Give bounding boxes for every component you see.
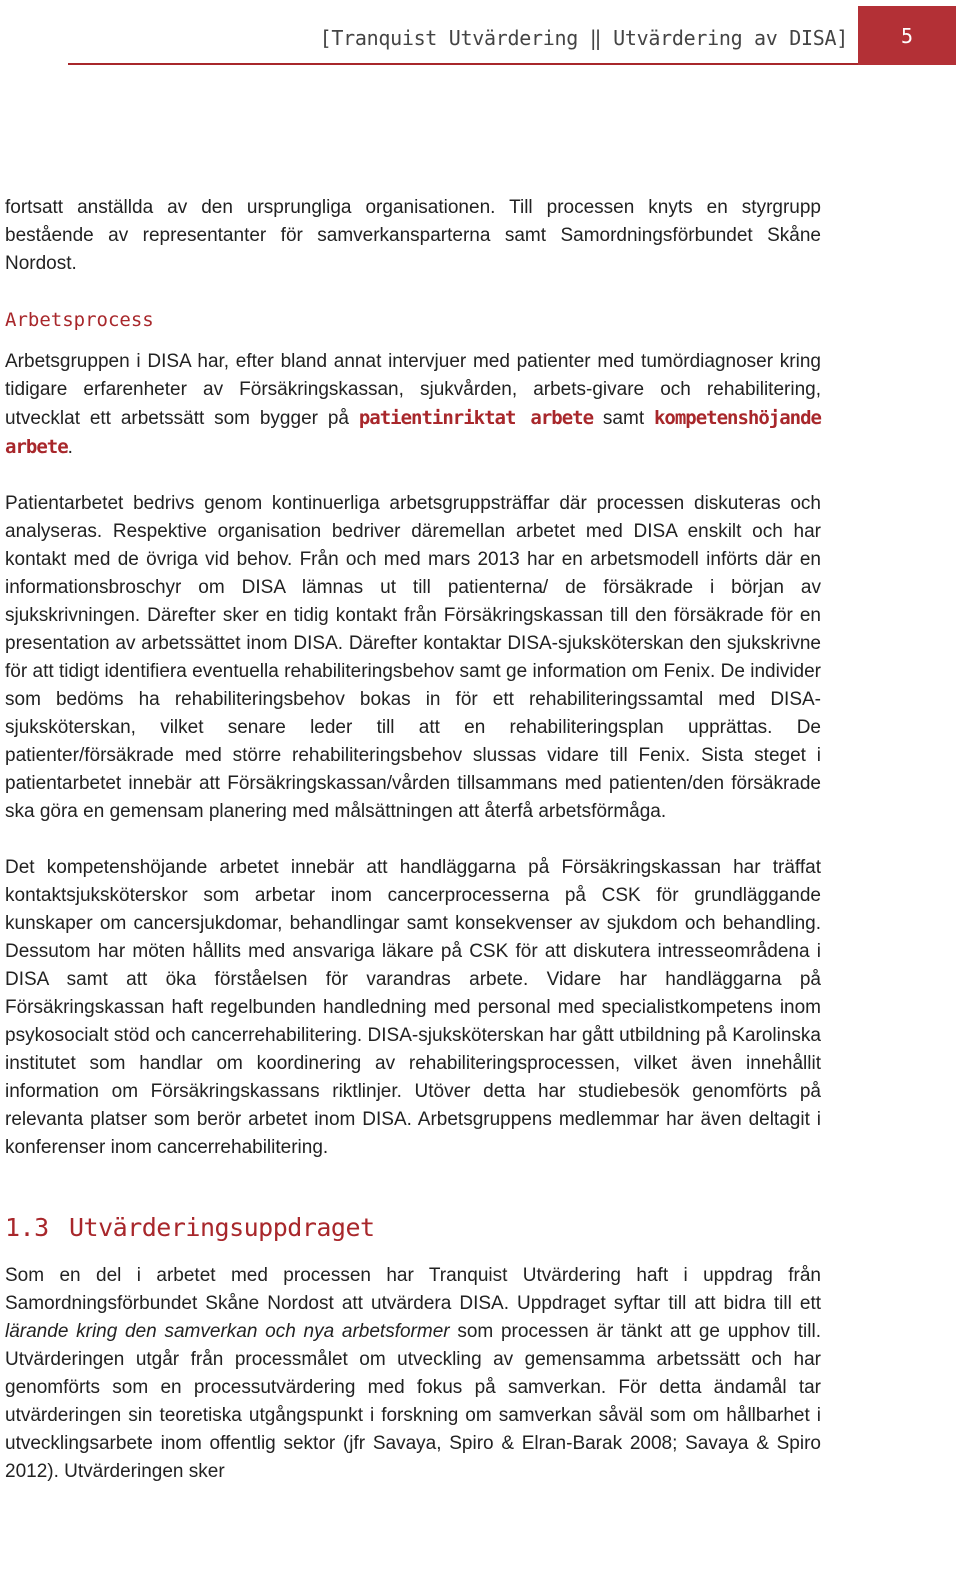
arbetsprocess-paragraph-3: Det kompetenshöjande arbetet innebär att handläggarna på Försäkringskassan har träffat kontaktsjuksköterskor som arbetar inom cancerprocesserna på CSK för grundläggande kunskaper om cancersjukdomar, behandlingar samt konsekvenser av sjukdom och behandling. Dessutom har möten hållits med ansvariga läkare på CSK för att diskutera intresseområdena i DISA samt att öka förståelsen för varandras arbete. Vidare har handläggarna på Försäkringskassan haft regelbunden handledning med personal med specialistkompetens inom psykosocialt stöd och cancerrehabilitering. DISA-sjuksköterskan har gått utbildning på Karolinska institutet som handlar om koordinering av rehabiliteringsprocessen, vilket även innehållit information om Försäkringskassans riktlinjer. Utöver detta har studiebesök genomförts på relevanta platser som berör arbetet inom DISA. Arbetsgruppens medlemmar har även deltagit i konferenser inom cancerrehabilitering.	[5, 857, 821, 1158]
section-number: 1.3	[5, 1213, 49, 1242]
page-number: 5	[900, 23, 914, 48]
emphasis-patientinriktat: patientinriktat arbete	[358, 407, 594, 429]
section-text-italic: lärande kring den samverkan och nya arbetsformer	[5, 1321, 450, 1342]
section-text-end: som processen är tänkt att ge upphov till. Utvärderingen utgår från processmålet om utveckling av gemensamma arbetssätt och har genomförts som en processutvärdering med fokus på samverkan. För detta ändamål tar utvärderingen sin teoretiska utgångspunkt i forskning om samverkan såväl som om hållbarhet i utvecklingsarbete inom offentlig sektor (jfr Savaya, Spiro & Elran-Barak 2008; Savaya & Spiro 2012). Utvärderingen sker	[5, 1321, 821, 1482]
running-header-title: [Tranquist Utvärdering ‖ Utvärdering av DISA]	[319, 26, 848, 50]
p1-text-start: Arbetsgruppen i DISA har, efter bland annat intervjuer med patienter med tumördiagnoser kring tidigare erfarenheter av Försäkringskassan, sjukvården, arbets-givare och rehabilitering, utvecklat ett arbetssätt som bygger på	[5, 351, 821, 429]
subheading-arbetsprocess: Arbetsprocess	[5, 309, 154, 331]
emphasis-kompetenshojande: kompetenshöjande arbete	[5, 407, 821, 458]
p1-text-end: .	[67, 437, 73, 458]
section-title: Utvärderingsuppdraget	[69, 1213, 375, 1242]
utvarderingsuppdraget-paragraph	[5, 1262, 821, 1486]
arbetsprocess-paragraph-2: Patientarbetet bedrivs genom kontinuerliga arbetsgruppsträffar där processen diskuteras och analyseras. Respektive organisation bedriver däremellan arbetet med DISA enskilt och har kontakt med de övriga vid behov. Från och med mars 2013 har en arbetsmodell införts där en informationsbroschyr om DISA lämnas ut till patienterna/ de försäkrade i början av sjukskrivningen. Därefter sker en tidig kontakt från Försäkringskassan till den försäkrade för en presentation av arbetssättet inom DISA. Därefter kontaktar DISA-sjuksköterskan den sjukskrivne för att tidigt identifiera eventuella rehabiliteringsbehov samt ge information om Fenix. De individer som bedöms ha rehabiliteringsbehov bokas in för ett rehabiliteringssamtal med DISA-sjuksköterskan, vilket senare leder till att en rehabiliteringsplan upprättas. De patienter/försäkrade med större rehabiliteringsbehov slussas vidare till Fenix. Sista steget i patientarbetet innebär att Försäkringskassan/vården tillsammans med patienten/den försäkrade ska göra en gemensam planering med målsättningen att återfå arbetsförmåga.	[5, 493, 821, 822]
section-heading-1-3	[5, 1208, 821, 1248]
section-text-start: Som en del i arbetet med processen har Tranquist Utvärdering haft i uppdrag från Samordningsförbundet Skåne Nordost att utvärdera DISA. Uppdraget syftar till att bidra till ett	[5, 1265, 821, 1314]
arbetsprocess-paragraph-1	[5, 348, 821, 462]
p1-text-mid: samt	[593, 408, 654, 429]
header-divider	[68, 63, 858, 65]
page-number-box	[858, 6, 956, 65]
page-body	[5, 194, 821, 1486]
intro-paragraph: fortsatt anställda av den ursprungliga organisationen. Till processen knyts en styrgrupp bestående av representanter för samverkansparterna samt Samordningsförbundet Skåne Nordost.	[5, 197, 821, 274]
